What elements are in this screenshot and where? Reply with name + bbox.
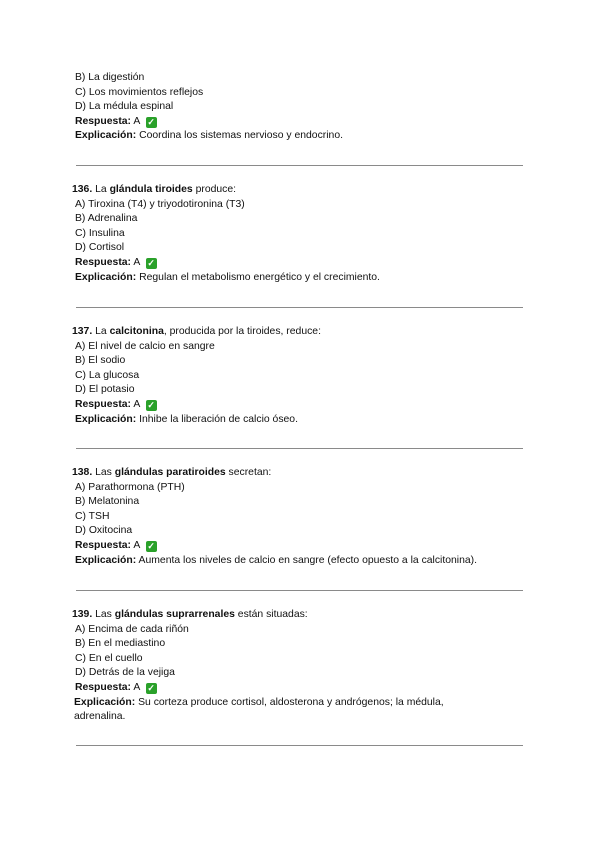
option: B) Adrenalina xyxy=(75,213,138,225)
question-number: 137. xyxy=(72,326,93,337)
option: B) La digestión xyxy=(75,72,145,83)
divider xyxy=(76,590,523,591)
option: D) Detrás de la vejiga xyxy=(75,667,175,679)
divider xyxy=(76,448,523,449)
question-pre: La xyxy=(95,184,107,195)
divider xyxy=(76,165,523,166)
option: C) Insulina xyxy=(75,227,125,239)
answer-label: Respuesta: xyxy=(75,256,132,268)
question-post: produce: xyxy=(195,184,237,195)
option: D) Oxitocina xyxy=(75,525,133,537)
answer-value: A xyxy=(133,256,140,268)
explanation-text: Inhibe la liberación de calcio óseo. xyxy=(139,413,298,425)
question-text xyxy=(72,183,527,198)
explanation-text: Regulan el metabolismo energético y el crecimiento. xyxy=(139,271,380,283)
question-text xyxy=(72,325,527,340)
question-139 xyxy=(72,608,527,725)
answer-label: Respuesta: xyxy=(75,398,132,410)
answer-label: Respuesta: xyxy=(75,539,132,551)
answer-line xyxy=(72,256,527,271)
explanation-line xyxy=(72,129,527,144)
question-term: glándulas suprarrenales xyxy=(114,609,235,620)
question-term: glándulas paratiroides xyxy=(114,467,226,478)
answer-label: Respuesta: xyxy=(75,115,132,127)
option: C) Los movimientos reflejos xyxy=(75,86,204,98)
option: A) Encima de cada riñón xyxy=(75,623,189,635)
option: A) Parathormona (PTH) xyxy=(75,481,185,493)
explanation-line xyxy=(72,271,527,286)
option: B) En el mediastino xyxy=(75,638,166,650)
question-pre: La xyxy=(95,326,107,337)
check-mark-icon: ✓ xyxy=(147,682,155,693)
explanation-line xyxy=(71,696,494,725)
option: C) La glucosa xyxy=(75,369,140,381)
question-post: están situadas: xyxy=(237,609,308,620)
question-post: secretan: xyxy=(228,467,272,478)
explanation-label: Explicación: xyxy=(75,271,137,283)
question-number: 139. xyxy=(72,609,93,620)
question-136 xyxy=(72,183,527,285)
question-pre: Las xyxy=(95,609,112,620)
explanation-text: Coordina los sistemas nervioso y endocrino. xyxy=(139,130,343,142)
question-term: glándula tiroides xyxy=(109,184,193,195)
answer-line xyxy=(72,115,527,130)
option: B) Melatonina xyxy=(75,496,140,508)
answer-line xyxy=(72,398,527,413)
question-pre: Las xyxy=(95,467,112,478)
answer-line xyxy=(72,539,527,554)
explanation-label: Explicación: xyxy=(75,554,137,566)
question-135 xyxy=(72,71,527,144)
explanation-text: Aumenta los niveles de calcio en sangre (efecto opuesto a la calcitonina). xyxy=(138,554,478,566)
explanation-label: Explicación: xyxy=(75,130,137,142)
option: C) En el cuello xyxy=(75,652,143,664)
option: C) TSH xyxy=(75,510,110,522)
question-text xyxy=(72,466,527,481)
check-mark-icon: ✓ xyxy=(147,257,155,268)
divider xyxy=(76,307,523,308)
question-137 xyxy=(72,325,527,427)
explanation-line xyxy=(72,554,527,569)
answer-value: A xyxy=(133,539,140,551)
option: A) Tiroxina (T4) y triyodotironina (T3) xyxy=(75,198,245,210)
answer-value: A xyxy=(133,115,140,127)
question-number: 136. xyxy=(72,184,93,195)
divider xyxy=(76,745,523,746)
option: B) El sodio xyxy=(75,355,126,367)
answer-value: A xyxy=(133,681,140,693)
explanation-label: Explicación: xyxy=(74,696,136,708)
question-138 xyxy=(72,466,527,568)
check-mark-icon: ✓ xyxy=(147,116,155,127)
explanation-line xyxy=(72,413,527,428)
question-term: calcitonina xyxy=(109,326,164,337)
option: A) El nivel de calcio en sangre xyxy=(75,340,215,352)
explanation-text: Su corteza produce cortisol, aldosterona y andrógenos; la médula, adrenalina. xyxy=(74,696,444,723)
question-post: , producida por la tiroides, reduce: xyxy=(163,326,321,337)
answer-line xyxy=(72,681,527,696)
explanation-label: Explicación: xyxy=(75,413,137,425)
check-mark-icon: ✓ xyxy=(147,399,155,410)
question-text xyxy=(72,608,527,623)
option: D) El potasio xyxy=(75,384,135,396)
option: D) La médula espinal xyxy=(75,101,174,113)
answer-value: A xyxy=(133,398,140,410)
question-number: 138. xyxy=(72,467,93,478)
option: D) Cortisol xyxy=(75,242,125,254)
check-mark-icon: ✓ xyxy=(147,540,155,551)
answer-label: Respuesta: xyxy=(75,681,132,693)
